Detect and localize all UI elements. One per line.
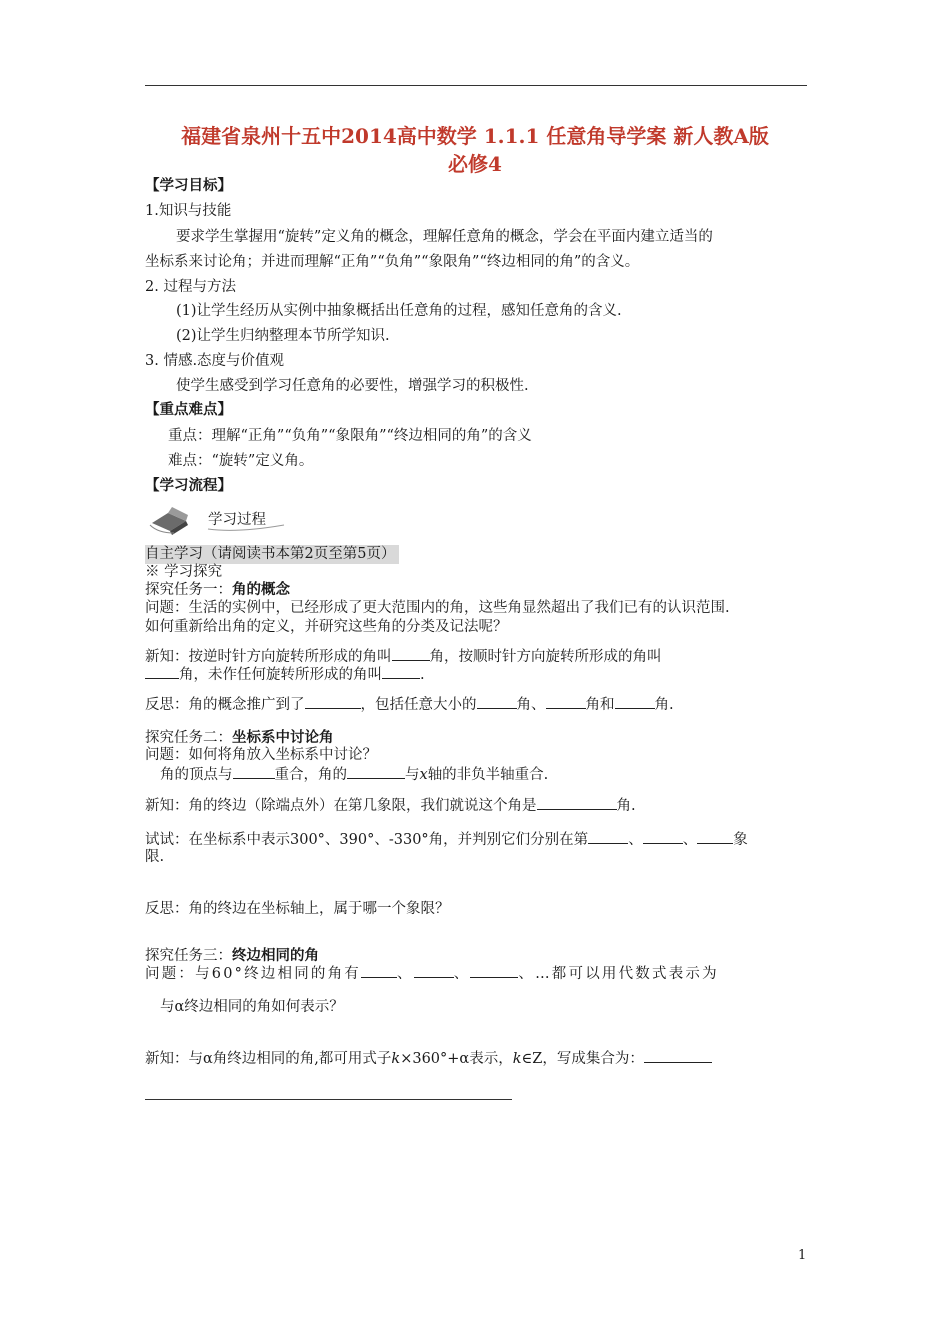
task2-line-1 bbox=[160, 764, 548, 785]
goals-heading: 【学习目标】 bbox=[145, 177, 232, 194]
blank-positive[interactable] bbox=[477, 694, 517, 709]
task2-try-line-2: 限. bbox=[145, 849, 165, 865]
text: 角的顶点与 bbox=[160, 767, 233, 783]
k-symbol: k bbox=[391, 1051, 401, 1067]
task1-question-2: 如何重新给出角的定义，并研究这些角的分类及记法呢？ bbox=[145, 619, 508, 635]
text: 、 bbox=[453, 966, 471, 982]
k-symbol: k bbox=[512, 1051, 522, 1067]
self-study-note: 自主学习（请阅读书本第2页至第5页） bbox=[145, 545, 399, 564]
text: ∈Z，写成集合为： bbox=[521, 1051, 644, 1067]
title-line-1: 福建省泉州十五中2014高中数学 1.1.1 任意角导学案 新人教A版 bbox=[181, 124, 769, 148]
goals-section-1: 1.知识与技能 bbox=[145, 203, 232, 219]
blank-vertex[interactable] bbox=[233, 764, 275, 779]
text: 、 bbox=[397, 966, 414, 982]
text: 新知：与α角终边相同的角,都可用式子 bbox=[145, 1051, 392, 1067]
blank-quadrant-3[interactable] bbox=[697, 829, 733, 844]
study-process-label: 学习过程 bbox=[208, 512, 266, 528]
text: 角. bbox=[654, 697, 674, 713]
task1-reflection bbox=[145, 694, 674, 715]
text: 、 bbox=[628, 832, 643, 848]
page-title bbox=[120, 122, 830, 178]
goals-section-3: 3. 情感.态度与价值观 bbox=[145, 353, 285, 369]
page-number: 1 bbox=[798, 1248, 807, 1263]
blank-zero-angle[interactable] bbox=[382, 664, 420, 679]
text: 问题：与60°终边相同的角有 bbox=[145, 966, 361, 982]
goals-section-1-para-2: 坐标系来讨论角；并进而理解“正角”“负角”“象限角”“终边相同的角”的含义。 bbox=[145, 254, 640, 270]
text: 象 bbox=[733, 832, 748, 848]
key-difficulty: 难点：“旋转”定义角。 bbox=[168, 453, 314, 469]
task1-newknow-line-2 bbox=[145, 664, 425, 685]
x-symbol: x bbox=[419, 767, 428, 783]
task3-title: 终边相同的角 bbox=[232, 947, 319, 964]
task1-label: 探究任务一： bbox=[145, 582, 232, 598]
answer-line[interactable] bbox=[145, 1099, 512, 1100]
task2-reflection: 反思：角的终边在坐标轴上，属于哪一个象限？ bbox=[145, 901, 450, 917]
goals-section-2: 2. 过程与方法 bbox=[145, 279, 236, 295]
blank-positive-angle[interactable] bbox=[392, 646, 430, 661]
blank-set-expression[interactable] bbox=[644, 1048, 712, 1063]
text: 轴的非负半轴重合. bbox=[427, 767, 549, 783]
blank-quadrant-2[interactable] bbox=[643, 829, 683, 844]
blank-negative[interactable] bbox=[546, 694, 586, 709]
text: 试试：在坐标系中表示300°、390°、-330°角，并判别它们分别在第 bbox=[145, 832, 589, 848]
blank-quadrant-1[interactable] bbox=[588, 829, 628, 844]
text: 重合，角的 bbox=[274, 767, 347, 783]
text: 角、 bbox=[516, 697, 546, 713]
task3-newknow bbox=[145, 1048, 712, 1069]
study-process-logo bbox=[148, 503, 288, 541]
key-focus: 重点：理解“正角”“负角”“象限角”“终边相同的角”的含义 bbox=[168, 428, 532, 444]
text: 、…都可以用代数式表示为 bbox=[518, 966, 719, 982]
text: 角和 bbox=[585, 697, 615, 713]
blank-coterminal-2[interactable] bbox=[414, 963, 454, 978]
blank-concept[interactable] bbox=[305, 694, 361, 709]
task1-title: 角的概念 bbox=[232, 581, 290, 598]
text: 新知：按逆时针方向旋转所形成的角叫 bbox=[145, 649, 392, 665]
goals-section-1-para-1: 要求学生掌握用“旋转”定义角的概念，理解任意角的概念，学会在平面内建立适当的 bbox=[176, 229, 713, 245]
text: ×360°+α表示， bbox=[400, 1051, 513, 1067]
flow-heading: 【学习流程】 bbox=[145, 477, 232, 494]
task3-label: 探究任务三： bbox=[145, 948, 232, 964]
task3-question-2: 与α终边相同的角如何表示？ bbox=[160, 999, 344, 1015]
task3-question-1 bbox=[145, 963, 719, 984]
text: 新知：角的终边（除端点外）在第几象限，我们就说这个角是 bbox=[145, 798, 537, 814]
task2-label: 探究任务二： bbox=[145, 730, 232, 746]
goals-section-3-para: 使学生感受到学习任意角的必要性，增强学习的积极性. bbox=[176, 378, 529, 394]
task1-question-1: 问题：生活的实例中，已经形成了更大范围内的角，这些角显然超出了我们已有的认识范围. bbox=[145, 600, 730, 616]
task1-heading bbox=[145, 580, 290, 600]
text: 角，按顺时针方向旋转所形成的角叫 bbox=[429, 649, 662, 665]
text: 角，未作任何旋转所形成的角叫 bbox=[179, 667, 382, 683]
blank-coterminal-1[interactable] bbox=[361, 963, 397, 978]
blank-negative-angle[interactable] bbox=[145, 664, 179, 679]
text: 与 bbox=[405, 767, 420, 783]
text: ，包括任意大小的 bbox=[360, 697, 477, 713]
task2-title: 坐标系中讨论角 bbox=[232, 729, 334, 746]
title-line-2: 必修4 bbox=[448, 152, 502, 176]
goals-section-2-item-2: (2)让学生归纳整理本节所学知识. bbox=[176, 328, 390, 344]
blank-zero[interactable] bbox=[615, 694, 655, 709]
blank-initial-side[interactable] bbox=[347, 764, 405, 779]
explore-heading: ※ 学习探究 bbox=[145, 564, 223, 580]
text: 、 bbox=[682, 832, 698, 848]
blank-coterminal-3[interactable] bbox=[470, 963, 518, 978]
task2-try-line-1 bbox=[145, 829, 748, 850]
text: 反思：角的概念推广到了 bbox=[145, 697, 305, 713]
text: 角. bbox=[616, 798, 636, 814]
task2-question: 问题：如何将角放入坐标系中讨论？ bbox=[145, 747, 377, 763]
task2-newknow bbox=[145, 795, 636, 816]
header-rule bbox=[145, 85, 807, 86]
goals-section-2-item-1: (1)让学生经历从实例中抽象概括出任意角的过程，感知任意角的含义. bbox=[176, 303, 622, 319]
blank-quadrant-angle[interactable] bbox=[537, 795, 617, 810]
key-heading: 【重点难点】 bbox=[145, 401, 232, 418]
text: . bbox=[420, 667, 425, 683]
